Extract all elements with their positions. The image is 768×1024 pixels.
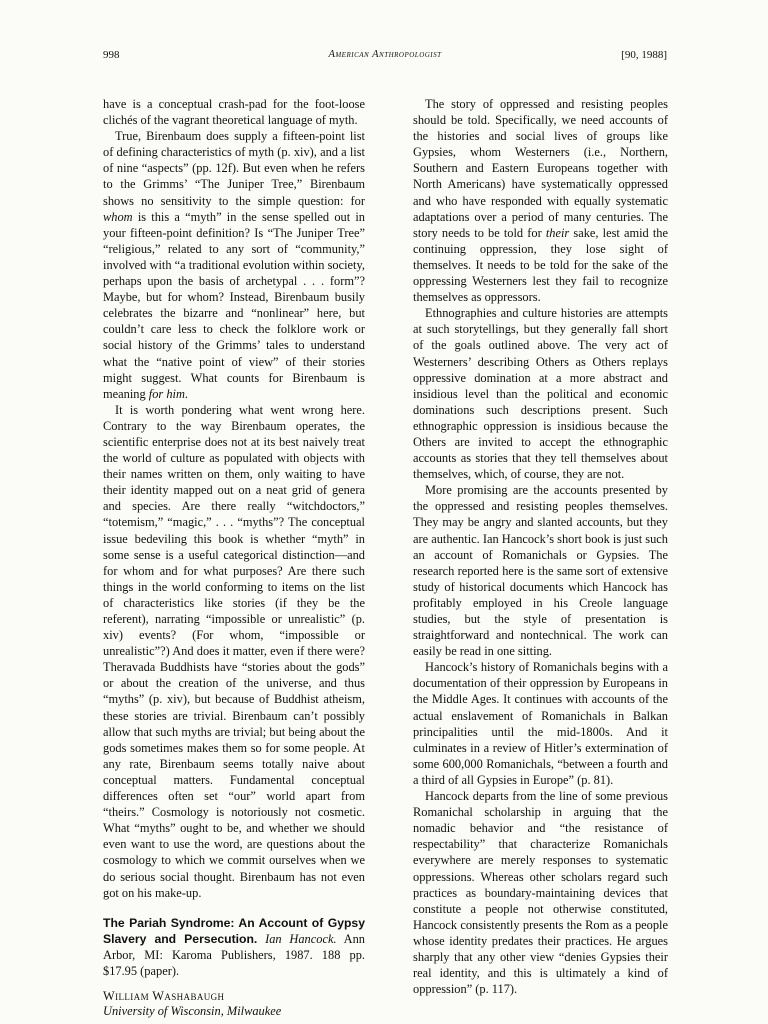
page-number: 998 [103,49,120,61]
text-run: True, Birenbaum does supply a fifteen-point list of defining characteristics of myth (p. xiv), and a list of nine “aspects” (pp. 12f). But even when he refers to the Grimms’ “The Juniper Tree,” Birenbaum shows no sensitivity to the simple question: for [103,129,365,208]
text-run: The story of oppressed and resisting peoples should be told. Specifically, we need accounts of the histories and social lives of groups like Gypsies, whom Westerners (i.e., Northern, Southern and Eastern Europeans together with North Americans) have systematically oppressed and who have responded with equally systematic adaptations over a period of many centuries. The story needs to be told for [413,97,668,240]
paragraph: Ethnographies and culture histories are attempts at such storytellings, but they generally fall short of the goals outlined above. The very act of Westerners’ describing Others as Others replays oppressive domination at a more abstract and insidious level than the political and economic dominations such descriptions present. Such ethnographic oppression is insidious because the Others are invited to accept the ethnographic accounts as stories that they tell themselves about themselves, which, of course, they are not. [413,306,668,482]
paragraph: More promising are the accounts presented by the oppressed and resisting peoples themselves. They may be angry and slanted accounts, but they are authentic. Ian Hancock’s short book is just such an account of Romanichals or Gypsies. The research reported here is the same sort of extensive study of historical documents which Hancock has profitably employed in his Creole language studies, but the style of presentation is straightforward and nontechnical. The work can easily be read in one sitting. [413,483,668,659]
text-run: . [184,386,189,401]
text-run: is this a “myth” in the sense spelled out in your fifteen-point definition? Is “The Juniper Tree” “religious,” related to any sort of “community,” involved with “a traditional evolution within society, perhaps upon the basis of archetypal . . . form”? Maybe, but for whom? Instead, Birenbaum busily celebrates the bizarre and “nonlinear” here, but couldn’t care less to check the folklore work or social history of the Grimms’ tales to understand what the “native point of view” of their stories might suggest. What counts for Birenbaum is meaning [103,209,365,401]
right-column [413,96,668,997]
paragraph [413,96,668,305]
running-head [103,48,667,62]
paragraph: have is a conceptual crash-pad for the foot-loose clichés of the vagrant theoretical language of myth. [103,97,365,128]
emphasis: their [545,225,570,240]
paragraph: It is worth pondering what went wrong here. Contrary to the way Birenbaum operates, the scientific enterprise does not at its best naively treat the world of culture as populated with objects with their names written on them, only waiting to have their identity mapped out on a neat grid of genera and species. Are there really “witchdoctors,” “totemism,” “magic,” . . . “myths”? The conceptual issue bedeviling this book is whether “myth” in some sense is a useful categorical distinction—and for whom and for what purposes? Are there such things in the world conforming to items on the list of characteristics like stories (if they be the referent), narrating “impossible or unrealistic” (p. xiv) events? (For whom, “impossible or unrealistic”?) And does it matter, even if there were? Theravada Buddhists have “stories about the gods” or about the creation of the universe, and thus “myths” (p. xiv), but because of Buddhist atheism, these stories are trivial. Birenbaum can’t possibly allow that such myths are trivial; but being about the gods sometimes makes them so for some people. At any rate, Birenbaum seems totally naive about conceptual matters. Fundamental conceptual differences often set “our” world apart from “theirs.” Cosmology is notoriously not cosmetic. What “myths” ought to be, and whether we should even want to use the word, are questions about the cosmology to which we commit ourselves when we do serious social thought. Birenbaum has not even got on his make-up. [103,402,365,900]
paragraph [103,128,365,402]
left-column [103,96,365,1019]
review-publication: Ann Arbor, MI: Karoma Publishers, 1987. 188 pp. $17.95 (paper). [103,931,365,978]
review-author: Ian Hancock. [265,931,337,946]
paragraph: Hancock departs from the line of some previous Romanichal scholarship in arguing that the nomadic behavior and “the resistance of respectability” that characterize Romanichals everywhere are merely responses to systematic oppressions. Whereas other scholars regard such practices as boundary-maintaining devices that constitute a people not otherwise constituted, Hancock consistently presents the Rom as a people whose identity predates their practices. He argues sharply that any other view “denies Gypsies their real identity, and this is ultimately a kind of oppression” (p. 117). [413,789,668,997]
reviewer-name: William Washabaugh [103,989,225,1004]
reviewer-signature [103,989,365,1019]
journal-title: American Anthropologist [328,49,442,60]
text-run: sake, lest amid the continuing oppression, they lose sight of themselves. It needs to be told for the sake of the oppressing Westerners lest they fail to recognize themselves as oppressors. [413,225,669,305]
review-citation [103,915,365,979]
emphasis: for him [148,386,185,401]
paragraph: Hancock’s history of Romanichals begins with a documentation of their oppression by Europeans in the Middle Ages. It continues with accounts of the actual enslavement of Romanichals in Balkan principalities until the mid-1800s. And it culminates in a review of Hitler’s extermination of some 600,000 Romanichals, “between a fourth and a third of all Gypsies in Europe” (p. 81). [413,660,668,787]
reviewer-affiliation: University of Wisconsin, Milwaukee [103,1004,282,1019]
emphasis: whom [103,209,133,224]
review-title: The Pariah Syndrome: An Account of Gypsy Slavery and Persecution. [103,915,365,946]
volume-year: [90, 1988] [621,49,667,61]
